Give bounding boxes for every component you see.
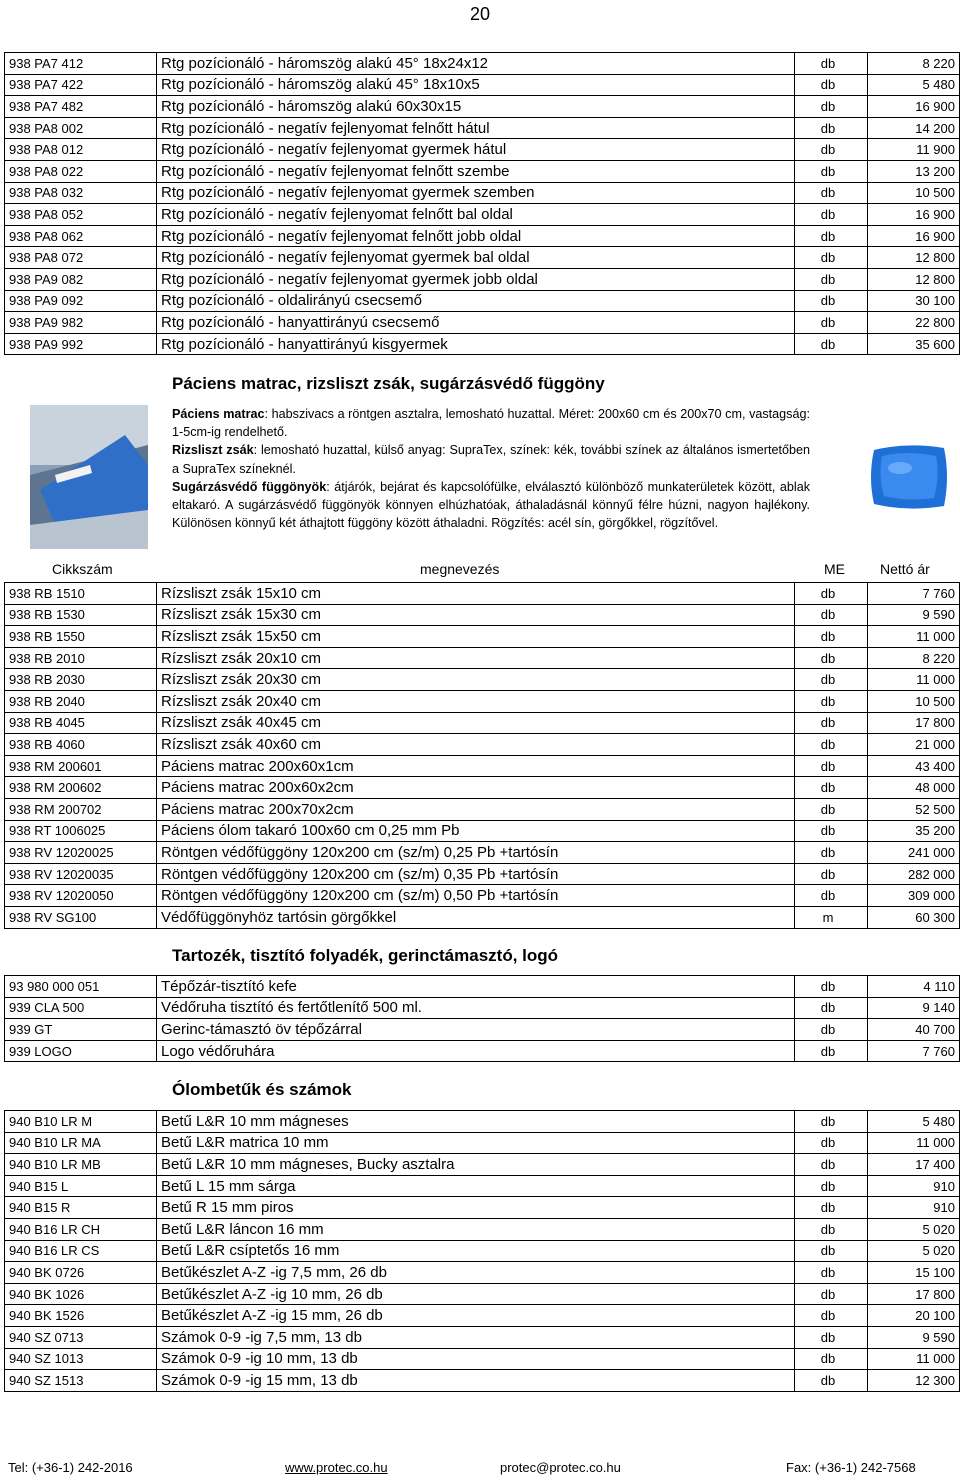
item-price: 17 800: [868, 1283, 960, 1305]
footer-phone: Tel: (+36-1) 242-2016: [8, 1460, 133, 1475]
item-unit: db: [795, 312, 868, 334]
table-row: [5, 583, 960, 605]
table-row: [5, 96, 960, 118]
rice-bag-text: : lemosható huzattal, külső anyag: SupraTex, színek: kék, további színek az általános ismertetőben a SupraTex színeknél.: [172, 443, 810, 476]
item-code: 938 RV 12020025: [5, 842, 157, 864]
item-code: 938 RT 1006025: [5, 820, 157, 842]
item-name: Rízsliszt zsák 40x45 cm: [157, 712, 795, 734]
table-row: [5, 1132, 960, 1154]
table-row: [5, 1240, 960, 1262]
item-name: Rtg pozícionáló - negatív fejlenyomat felnőtt jobb oldal: [157, 225, 795, 247]
section-title-mattress: Páciens matrac, rizsliszt zsák, sugárzásvédő függöny: [172, 374, 605, 393]
item-price: 14 200: [868, 117, 960, 139]
rice-bag-photo: [30, 405, 148, 549]
item-code: 940 SZ 0713: [5, 1326, 157, 1348]
item-price: 5 020: [868, 1240, 960, 1262]
item-name: Rtg pozícionáló - negatív fejlenyomat gyermek szemben: [157, 182, 795, 204]
table-row: [5, 1111, 960, 1133]
table-row: [5, 626, 960, 648]
item-code: 938 PA8 022: [5, 160, 157, 182]
rice-bag-label: Rizsliszt zsák: [172, 443, 254, 458]
table-row: [5, 117, 960, 139]
item-price: 17 400: [868, 1154, 960, 1176]
item-code: 938 PA9 092: [5, 290, 157, 312]
table-row: [5, 647, 960, 669]
item-name: Betűkészlet A-Z -ig 10 mm, 26 db: [157, 1283, 795, 1305]
item-price: 282 000: [868, 863, 960, 885]
table-row: [5, 139, 960, 161]
item-price: 12 300: [868, 1370, 960, 1392]
item-price: 15 100: [868, 1262, 960, 1284]
item-name: Védőruha tisztító és fertőtlenítő 500 ml.: [157, 997, 795, 1019]
item-price: 17 800: [868, 712, 960, 734]
item-price: 8 220: [868, 647, 960, 669]
item-unit: db: [795, 1175, 868, 1197]
item-price: 40 700: [868, 1019, 960, 1041]
section-title-lead-letters: Ólombetűk és számok: [172, 1080, 352, 1099]
item-unit: m: [795, 906, 868, 928]
item-unit: db: [795, 734, 868, 756]
table-row: [5, 160, 960, 182]
item-name: Számok 0-9 -ig 10 mm, 13 db: [157, 1348, 795, 1370]
item-name: Rízsliszt zsák 15x30 cm: [157, 604, 795, 626]
item-unit: db: [795, 669, 868, 691]
item-code: 938 RB 4060: [5, 734, 157, 756]
table-row: [5, 976, 960, 998]
item-name: Páciens matrac 200x60x2cm: [157, 777, 795, 799]
item-code: 940 B15 L: [5, 1175, 157, 1197]
blue-bag-photo: [868, 442, 950, 512]
item-price: 9 590: [868, 1326, 960, 1348]
table-row: [5, 74, 960, 96]
item-code: 938 PA8 012: [5, 139, 157, 161]
item-unit: db: [795, 777, 868, 799]
table-row: [5, 1197, 960, 1219]
item-price: 11 000: [868, 1348, 960, 1370]
item-code: 940 SZ 1013: [5, 1348, 157, 1370]
item-name: Rtg pozícionáló - negatív fejlenyomat felnőtt hátul: [157, 117, 795, 139]
table-row: [5, 53, 960, 75]
item-price: 4 110: [868, 976, 960, 998]
item-price: 22 800: [868, 312, 960, 334]
item-name: Védőfüggönyhöz tartósin görgőkkel: [157, 906, 795, 928]
item-name: Rtg pozícionáló - oldalirányú csecsemő: [157, 290, 795, 312]
item-name: Páciens matrac 200x70x2cm: [157, 798, 795, 820]
item-unit: db: [795, 712, 868, 734]
item-code: 940 B10 LR M: [5, 1111, 157, 1133]
item-price: 241 000: [868, 842, 960, 864]
item-unit: db: [795, 333, 868, 355]
item-unit: db: [795, 74, 868, 96]
table-row: [5, 290, 960, 312]
item-price: 7 760: [868, 583, 960, 605]
item-price: 11 900: [868, 139, 960, 161]
item-name: Röntgen védőfüggöny 120x200 cm (sz/m) 0,25 Pb +tartósín: [157, 842, 795, 864]
table-row: [5, 312, 960, 334]
item-unit: db: [795, 863, 868, 885]
item-name: Rízsliszt zsák 20x10 cm: [157, 647, 795, 669]
table-row: [5, 1370, 960, 1392]
table-row: [5, 333, 960, 355]
item-price: 9 590: [868, 604, 960, 626]
table-row: [5, 885, 960, 907]
item-code: 938 RM 200602: [5, 777, 157, 799]
item-name: Rízsliszt zsák 20x40 cm: [157, 690, 795, 712]
item-unit: db: [795, 1240, 868, 1262]
item-price: 8 220: [868, 53, 960, 75]
item-code: 938 PA9 982: [5, 312, 157, 334]
item-unit: db: [795, 1262, 868, 1284]
item-name: Páciens ólom takaró 100x60 cm 0,25 mm Pb: [157, 820, 795, 842]
table-row: [5, 182, 960, 204]
item-unit: db: [795, 976, 868, 998]
item-unit: db: [795, 182, 868, 204]
item-name: Rtg pozícionáló - negatív fejlenyomat gyermek bal oldal: [157, 247, 795, 269]
item-unit: db: [795, 755, 868, 777]
price-table-mattress: [4, 582, 960, 929]
item-unit: db: [795, 160, 868, 182]
item-price: 48 000: [868, 777, 960, 799]
item-code: 938 RB 1550: [5, 626, 157, 648]
item-code: 938 PA7 482: [5, 96, 157, 118]
item-price: 16 900: [868, 204, 960, 226]
item-unit: db: [795, 117, 868, 139]
page-number: 20: [469, 4, 491, 24]
item-price: 5 020: [868, 1218, 960, 1240]
table-row: [5, 268, 960, 290]
item-code: 938 PA8 032: [5, 182, 157, 204]
table-row: [5, 1040, 960, 1062]
item-unit: db: [795, 626, 868, 648]
item-name: Rtg pozícionáló - hanyattirányú kisgyermek: [157, 333, 795, 355]
item-code: 940 B15 R: [5, 1197, 157, 1219]
item-price: 16 900: [868, 225, 960, 247]
item-code: 939 GT: [5, 1019, 157, 1041]
item-code: 938 PA8 062: [5, 225, 157, 247]
header-name: megnevezés: [420, 561, 500, 577]
table-row: [5, 669, 960, 691]
item-price: 11 000: [868, 1132, 960, 1154]
item-code: 938 PA7 412: [5, 53, 157, 75]
table-row: [5, 1019, 960, 1041]
item-code: 938 RM 200601: [5, 755, 157, 777]
item-price: 16 900: [868, 96, 960, 118]
curtain-text: : átjárók, bejárat és kapcsolófülke, elválasztó különböző munkaterületek között, ablak eltakaró. A sugárzásvédő függönyök könnyen elhúzhatóak, áthaladásnál könnyű félre húzni, nagyon hajlékony. Különösen könnyű két áthajtott függöny között áthaladni. Rögzítés: acél sín, görgőkkel, rögzítővel.: [172, 479, 810, 531]
price-table-lead-letters: [4, 1110, 960, 1392]
item-code: 938 RV 12020050: [5, 885, 157, 907]
item-unit: db: [795, 798, 868, 820]
item-unit: db: [795, 139, 868, 161]
footer-email[interactable]: protec@protec.co.hu: [500, 1460, 621, 1475]
item-price: 35 200: [868, 820, 960, 842]
table-row: [5, 777, 960, 799]
item-code: 938 PA8 052: [5, 204, 157, 226]
footer-fax: Fax: (+36-1) 242-7568: [786, 1460, 916, 1475]
table-row: [5, 863, 960, 885]
item-unit: db: [795, 820, 868, 842]
item-name: Rízsliszt zsák 40x60 cm: [157, 734, 795, 756]
table-row: [5, 712, 960, 734]
item-code: 938 RB 1530: [5, 604, 157, 626]
item-name: Logo védőruhára: [157, 1040, 795, 1062]
table-row: [5, 1348, 960, 1370]
table-row: [5, 1218, 960, 1240]
item-unit: db: [795, 1370, 868, 1392]
item-code: 938 RB 2040: [5, 690, 157, 712]
table-row: [5, 1175, 960, 1197]
item-code: 940 BK 1026: [5, 1283, 157, 1305]
item-name: Rízsliszt zsák 20x30 cm: [157, 669, 795, 691]
item-code: 940 B16 LR CS: [5, 1240, 157, 1262]
item-unit: db: [795, 997, 868, 1019]
item-name: Betűkészlet A-Z -ig 15 mm, 26 db: [157, 1305, 795, 1327]
item-unit: db: [795, 225, 868, 247]
table-row: [5, 204, 960, 226]
table-row: [5, 906, 960, 928]
item-price: 11 000: [868, 626, 960, 648]
item-unit: db: [795, 647, 868, 669]
item-unit: db: [795, 1305, 868, 1327]
item-unit: db: [795, 247, 868, 269]
item-code: 938 RM 200702: [5, 798, 157, 820]
item-name: Rízsliszt zsák 15x10 cm: [157, 583, 795, 605]
item-name: Betű L&R 10 mm mágneses: [157, 1111, 795, 1133]
item-name: Rtg pozícionáló - háromszög alakú 60x30x15: [157, 96, 795, 118]
item-code: 940 B10 LR MA: [5, 1132, 157, 1154]
table-row: [5, 1262, 960, 1284]
table-row: [5, 842, 960, 864]
price-table-accessories: [4, 975, 960, 1062]
item-name: Számok 0-9 -ig 7,5 mm, 13 db: [157, 1326, 795, 1348]
item-unit: db: [795, 204, 868, 226]
item-unit: db: [795, 1197, 868, 1219]
item-unit: db: [795, 268, 868, 290]
item-name: Tépőzár-tisztító kefe: [157, 976, 795, 998]
mattress-text: : habszivacs a röntgen asztalra, lemosható huzattal. Méret: 200x60 cm és 200x70 cm, vastagság: 1-5cm-ig rendelhető.: [172, 407, 810, 440]
item-name: Betű L&R láncon 16 mm: [157, 1218, 795, 1240]
item-unit: db: [795, 604, 868, 626]
item-code: 938 RV 12020035: [5, 863, 157, 885]
header-unit: ME: [824, 561, 845, 577]
item-unit: db: [795, 96, 868, 118]
footer-website[interactable]: www.protec.co.hu: [285, 1460, 388, 1475]
item-name: Rtg pozícionáló - negatív fejlenyomat felnőtt bal oldal: [157, 204, 795, 226]
item-name: Páciens matrac 200x60x1cm: [157, 755, 795, 777]
item-code: 939 CLA 500: [5, 997, 157, 1019]
item-unit: db: [795, 1283, 868, 1305]
item-code: 938 PA8 072: [5, 247, 157, 269]
item-price: 910: [868, 1175, 960, 1197]
item-unit: db: [795, 1154, 868, 1176]
item-name: Röntgen védőfüggöny 120x200 cm (sz/m) 0,35 Pb +tartósín: [157, 863, 795, 885]
table-row: [5, 755, 960, 777]
item-unit: db: [795, 1040, 868, 1062]
item-price: 9 140: [868, 997, 960, 1019]
item-unit: db: [795, 53, 868, 75]
item-price: 309 000: [868, 885, 960, 907]
item-name: Betű L&R 10 mm mágneses, Bucky asztalra: [157, 1154, 795, 1176]
item-unit: db: [795, 583, 868, 605]
item-code: 940 SZ 1513: [5, 1370, 157, 1392]
item-price: 20 100: [868, 1305, 960, 1327]
header-code: Cikkszám: [52, 561, 113, 577]
mattress-label: Páciens matrac: [172, 407, 265, 421]
item-code: 938 RB 4045: [5, 712, 157, 734]
header-price: Nettó ár: [880, 561, 930, 577]
item-price: 35 600: [868, 333, 960, 355]
item-code: 940 B16 LR CH: [5, 1218, 157, 1240]
item-price: 13 200: [868, 160, 960, 182]
item-unit: db: [795, 1132, 868, 1154]
item-name: Rtg pozícionáló - háromszög alakú 45° 18x10x5: [157, 74, 795, 96]
table-row: [5, 1326, 960, 1348]
item-name: Betű L 15 mm sárga: [157, 1175, 795, 1197]
table-row: [5, 1154, 960, 1176]
item-code: 938 RB 2030: [5, 669, 157, 691]
item-price: 10 500: [868, 182, 960, 204]
item-name: Röntgen védőfüggöny 120x200 cm (sz/m) 0,50 Pb +tartósín: [157, 885, 795, 907]
item-name: Rízsliszt zsák 15x50 cm: [157, 626, 795, 648]
item-name: Betű L&R matrica 10 mm: [157, 1132, 795, 1154]
item-unit: db: [795, 690, 868, 712]
item-code: 938 RB 2010: [5, 647, 157, 669]
item-code: 938 PA9 992: [5, 333, 157, 355]
item-name: Rtg pozícionáló - negatív fejlenyomat gyermek hátul: [157, 139, 795, 161]
item-price: 5 480: [868, 1111, 960, 1133]
item-name: Betű R 15 mm piros: [157, 1197, 795, 1219]
table-row: [5, 604, 960, 626]
item-price: 52 500: [868, 798, 960, 820]
item-code: 940 BK 0726: [5, 1262, 157, 1284]
item-name: Rtg pozícionáló - negatív fejlenyomat felnőtt szembe: [157, 160, 795, 182]
table-row: [5, 820, 960, 842]
item-unit: db: [795, 1111, 868, 1133]
table-row: [5, 997, 960, 1019]
item-price: 11 000: [868, 669, 960, 691]
item-price: 60 300: [868, 906, 960, 928]
table-header: [4, 559, 959, 581]
item-unit: db: [795, 1019, 868, 1041]
table-row: [5, 798, 960, 820]
item-code: 93 980 000 051: [5, 976, 157, 998]
item-code: 938 RB 1510: [5, 583, 157, 605]
price-table-positioners: [4, 52, 960, 355]
item-name: Rtg pozícionáló - háromszög alakú 45° 18x24x12: [157, 53, 795, 75]
item-price: 12 800: [868, 247, 960, 269]
item-price: 910: [868, 1197, 960, 1219]
item-price: 21 000: [868, 734, 960, 756]
item-price: 12 800: [868, 268, 960, 290]
item-code: 938 PA9 082: [5, 268, 157, 290]
item-name: Rtg pozícionáló - hanyattirányú csecsemő: [157, 312, 795, 334]
item-price: 5 480: [868, 74, 960, 96]
item-code: 939 LOGO: [5, 1040, 157, 1062]
item-code: 938 PA8 002: [5, 117, 157, 139]
item-price: 30 100: [868, 290, 960, 312]
table-row: [5, 225, 960, 247]
item-unit: db: [795, 1326, 868, 1348]
item-name: Rtg pozícionáló - negatív fejlenyomat gyermek jobb oldal: [157, 268, 795, 290]
item-code: 940 BK 1526: [5, 1305, 157, 1327]
section-title-accessories: Tartozék, tisztító folyadék, gerinctámasztó, logó: [172, 946, 559, 965]
item-price: 43 400: [868, 755, 960, 777]
item-unit: db: [795, 842, 868, 864]
item-code: 940 B10 LR MB: [5, 1154, 157, 1176]
table-row: [5, 1283, 960, 1305]
section-description: [172, 405, 810, 532]
item-unit: db: [795, 1348, 868, 1370]
item-code: 938 PA7 422: [5, 74, 157, 96]
item-price: 10 500: [868, 690, 960, 712]
table-row: [5, 247, 960, 269]
item-name: Betű L&R csíptetős 16 mm: [157, 1240, 795, 1262]
item-unit: db: [795, 290, 868, 312]
item-unit: db: [795, 1218, 868, 1240]
item-name: Betűkészlet A-Z -ig 7,5 mm, 26 db: [157, 1262, 795, 1284]
item-price: 7 760: [868, 1040, 960, 1062]
table-row: [5, 690, 960, 712]
table-row: [5, 1305, 960, 1327]
curtain-label: Sugárzásvédő függönyök: [172, 479, 327, 494]
item-unit: db: [795, 885, 868, 907]
item-name: Gerinc-támasztó öv tépőzárral: [157, 1019, 795, 1041]
item-code: 938 RV SG100: [5, 906, 157, 928]
item-name: Számok 0-9 -ig 15 mm, 13 db: [157, 1370, 795, 1392]
table-row: [5, 734, 960, 756]
